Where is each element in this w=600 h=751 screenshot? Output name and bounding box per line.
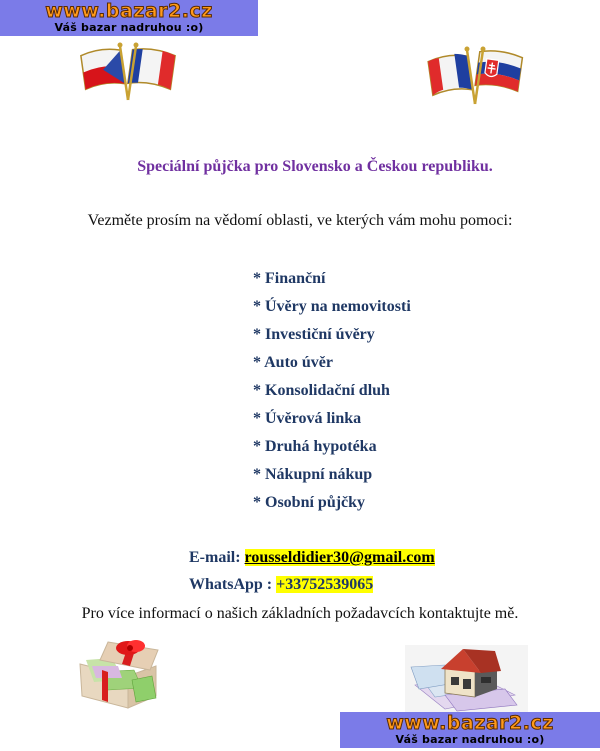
service-item: * Auto úvěr bbox=[253, 354, 333, 371]
site-banner-bottom[interactable] bbox=[340, 712, 600, 748]
house-on-banknotes-image bbox=[405, 645, 528, 712]
service-item: * Úvěrová linka bbox=[253, 410, 362, 427]
service-item: * Osobní půjčky bbox=[253, 494, 366, 511]
czech-french-flag-pin-icon bbox=[78, 34, 178, 109]
intro-text: Vezměte prosím na vědomí oblasti, ve kterých vám mohu pomoci: bbox=[87, 212, 513, 229]
email-label: E-mail: bbox=[189, 549, 245, 566]
more-info-text: Pro více informací o našich základních požadavcích kontaktujte mě. bbox=[81, 605, 519, 622]
site-name: www.bazar2.cz bbox=[386, 712, 554, 734]
french-slovak-flag-pin-icon bbox=[425, 38, 525, 113]
email-line bbox=[189, 549, 435, 567]
site-slogan: Váš bazar nadruhou :o) bbox=[395, 733, 545, 746]
services-list bbox=[253, 268, 411, 520]
document-title: Speciální půjčka pro Slovensko a Českou republiku. bbox=[137, 158, 493, 175]
service-item: * Úvěry na nemovitosti bbox=[253, 298, 411, 315]
service-item: * Druhá hypotéka bbox=[253, 438, 377, 455]
service-item: * Nákupní nákup bbox=[253, 466, 373, 483]
site-banner-top[interactable] bbox=[0, 0, 258, 36]
whatsapp-line bbox=[189, 576, 373, 594]
service-item: * Investiční úvěry bbox=[253, 326, 375, 343]
whatsapp-number: +33752539065 bbox=[276, 576, 374, 593]
site-slogan: Váš bazar nadruhou :o) bbox=[54, 21, 204, 34]
gift-box-money-image bbox=[72, 636, 164, 711]
service-item: * Konsolidační dluh bbox=[253, 382, 390, 399]
whatsapp-label: WhatsApp : bbox=[189, 576, 277, 593]
email-link[interactable]: rousseldidier30@gmail.com bbox=[244, 549, 435, 566]
site-name: www.bazar2.cz bbox=[45, 0, 213, 22]
service-item: * Finanční bbox=[253, 270, 326, 287]
